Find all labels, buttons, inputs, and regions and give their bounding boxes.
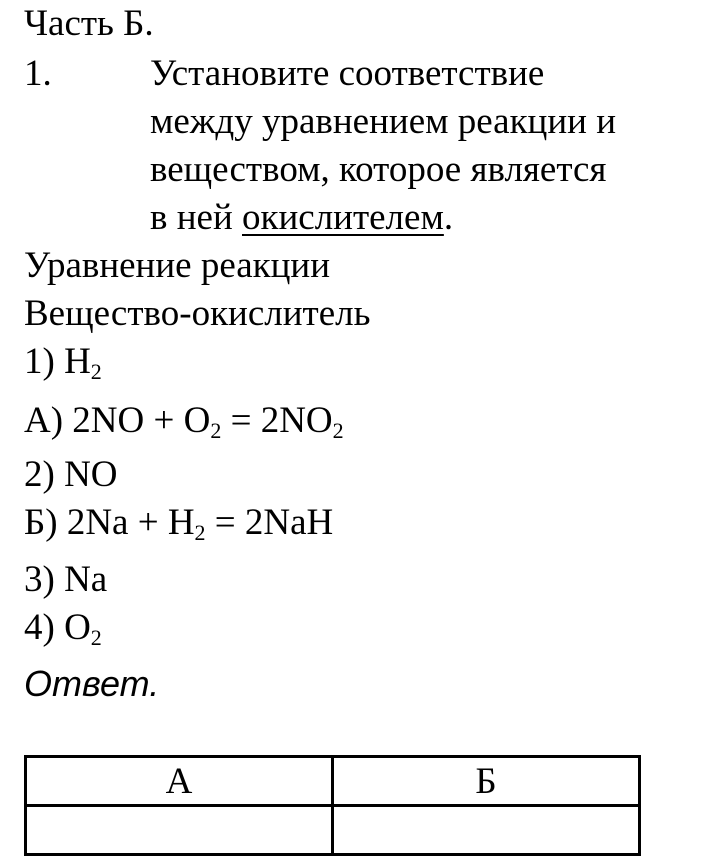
- task-text-line-4: [150, 198, 453, 238]
- option-1: [24, 342, 102, 382]
- reaction-a: [24, 401, 344, 441]
- reaction-b: [24, 503, 333, 543]
- answer-col-a-header: А: [26, 757, 333, 806]
- option-3: 3) Na: [24, 559, 108, 600]
- reaction-a-subscript-1: 2: [210, 418, 222, 443]
- task-text-suffix: .: [443, 197, 454, 238]
- task-text-prefix: в ней: [150, 197, 242, 238]
- answer-cell-b[interactable]: [333, 806, 640, 855]
- reaction-b-tail: = 2NaH: [205, 502, 334, 543]
- task-text-underlined-word: окислителем: [242, 197, 444, 238]
- answer-label: Ответ.: [24, 663, 160, 704]
- reaction-a-label: А) 2NO + O: [24, 400, 211, 441]
- reaction-a-subscript-2: 2: [332, 418, 344, 443]
- option-4-label: 4) O: [24, 607, 91, 648]
- reaction-a-mid: = 2NO: [221, 400, 333, 441]
- answer-table-input-row: [26, 806, 640, 855]
- option-2: 2) NO: [24, 454, 118, 495]
- answer-table-header-row: [26, 757, 640, 806]
- answer-table: [24, 755, 641, 856]
- header-reaction: Уравнение реакции: [24, 245, 331, 286]
- task-number: 1.: [24, 53, 52, 94]
- option-1-subscript: 2: [90, 359, 102, 384]
- task-text-line-2: между уравнением реакции и: [150, 101, 617, 142]
- answer-cell-a[interactable]: [26, 806, 333, 855]
- option-1-label: 1) H: [24, 341, 91, 382]
- task-text-line-1: Установите соответствие: [150, 53, 545, 94]
- task-text-line-3: веществом, которое является: [150, 149, 607, 190]
- option-4: [24, 608, 102, 648]
- option-4-subscript: 2: [90, 625, 102, 650]
- header-oxidizer: Вещество-окислитель: [24, 293, 371, 334]
- reaction-b-label: Б) 2Na + H: [24, 502, 195, 543]
- answer-col-b-header: Б: [333, 757, 640, 806]
- part-title: Часть Б.: [24, 3, 154, 44]
- reaction-b-subscript: 2: [194, 520, 206, 545]
